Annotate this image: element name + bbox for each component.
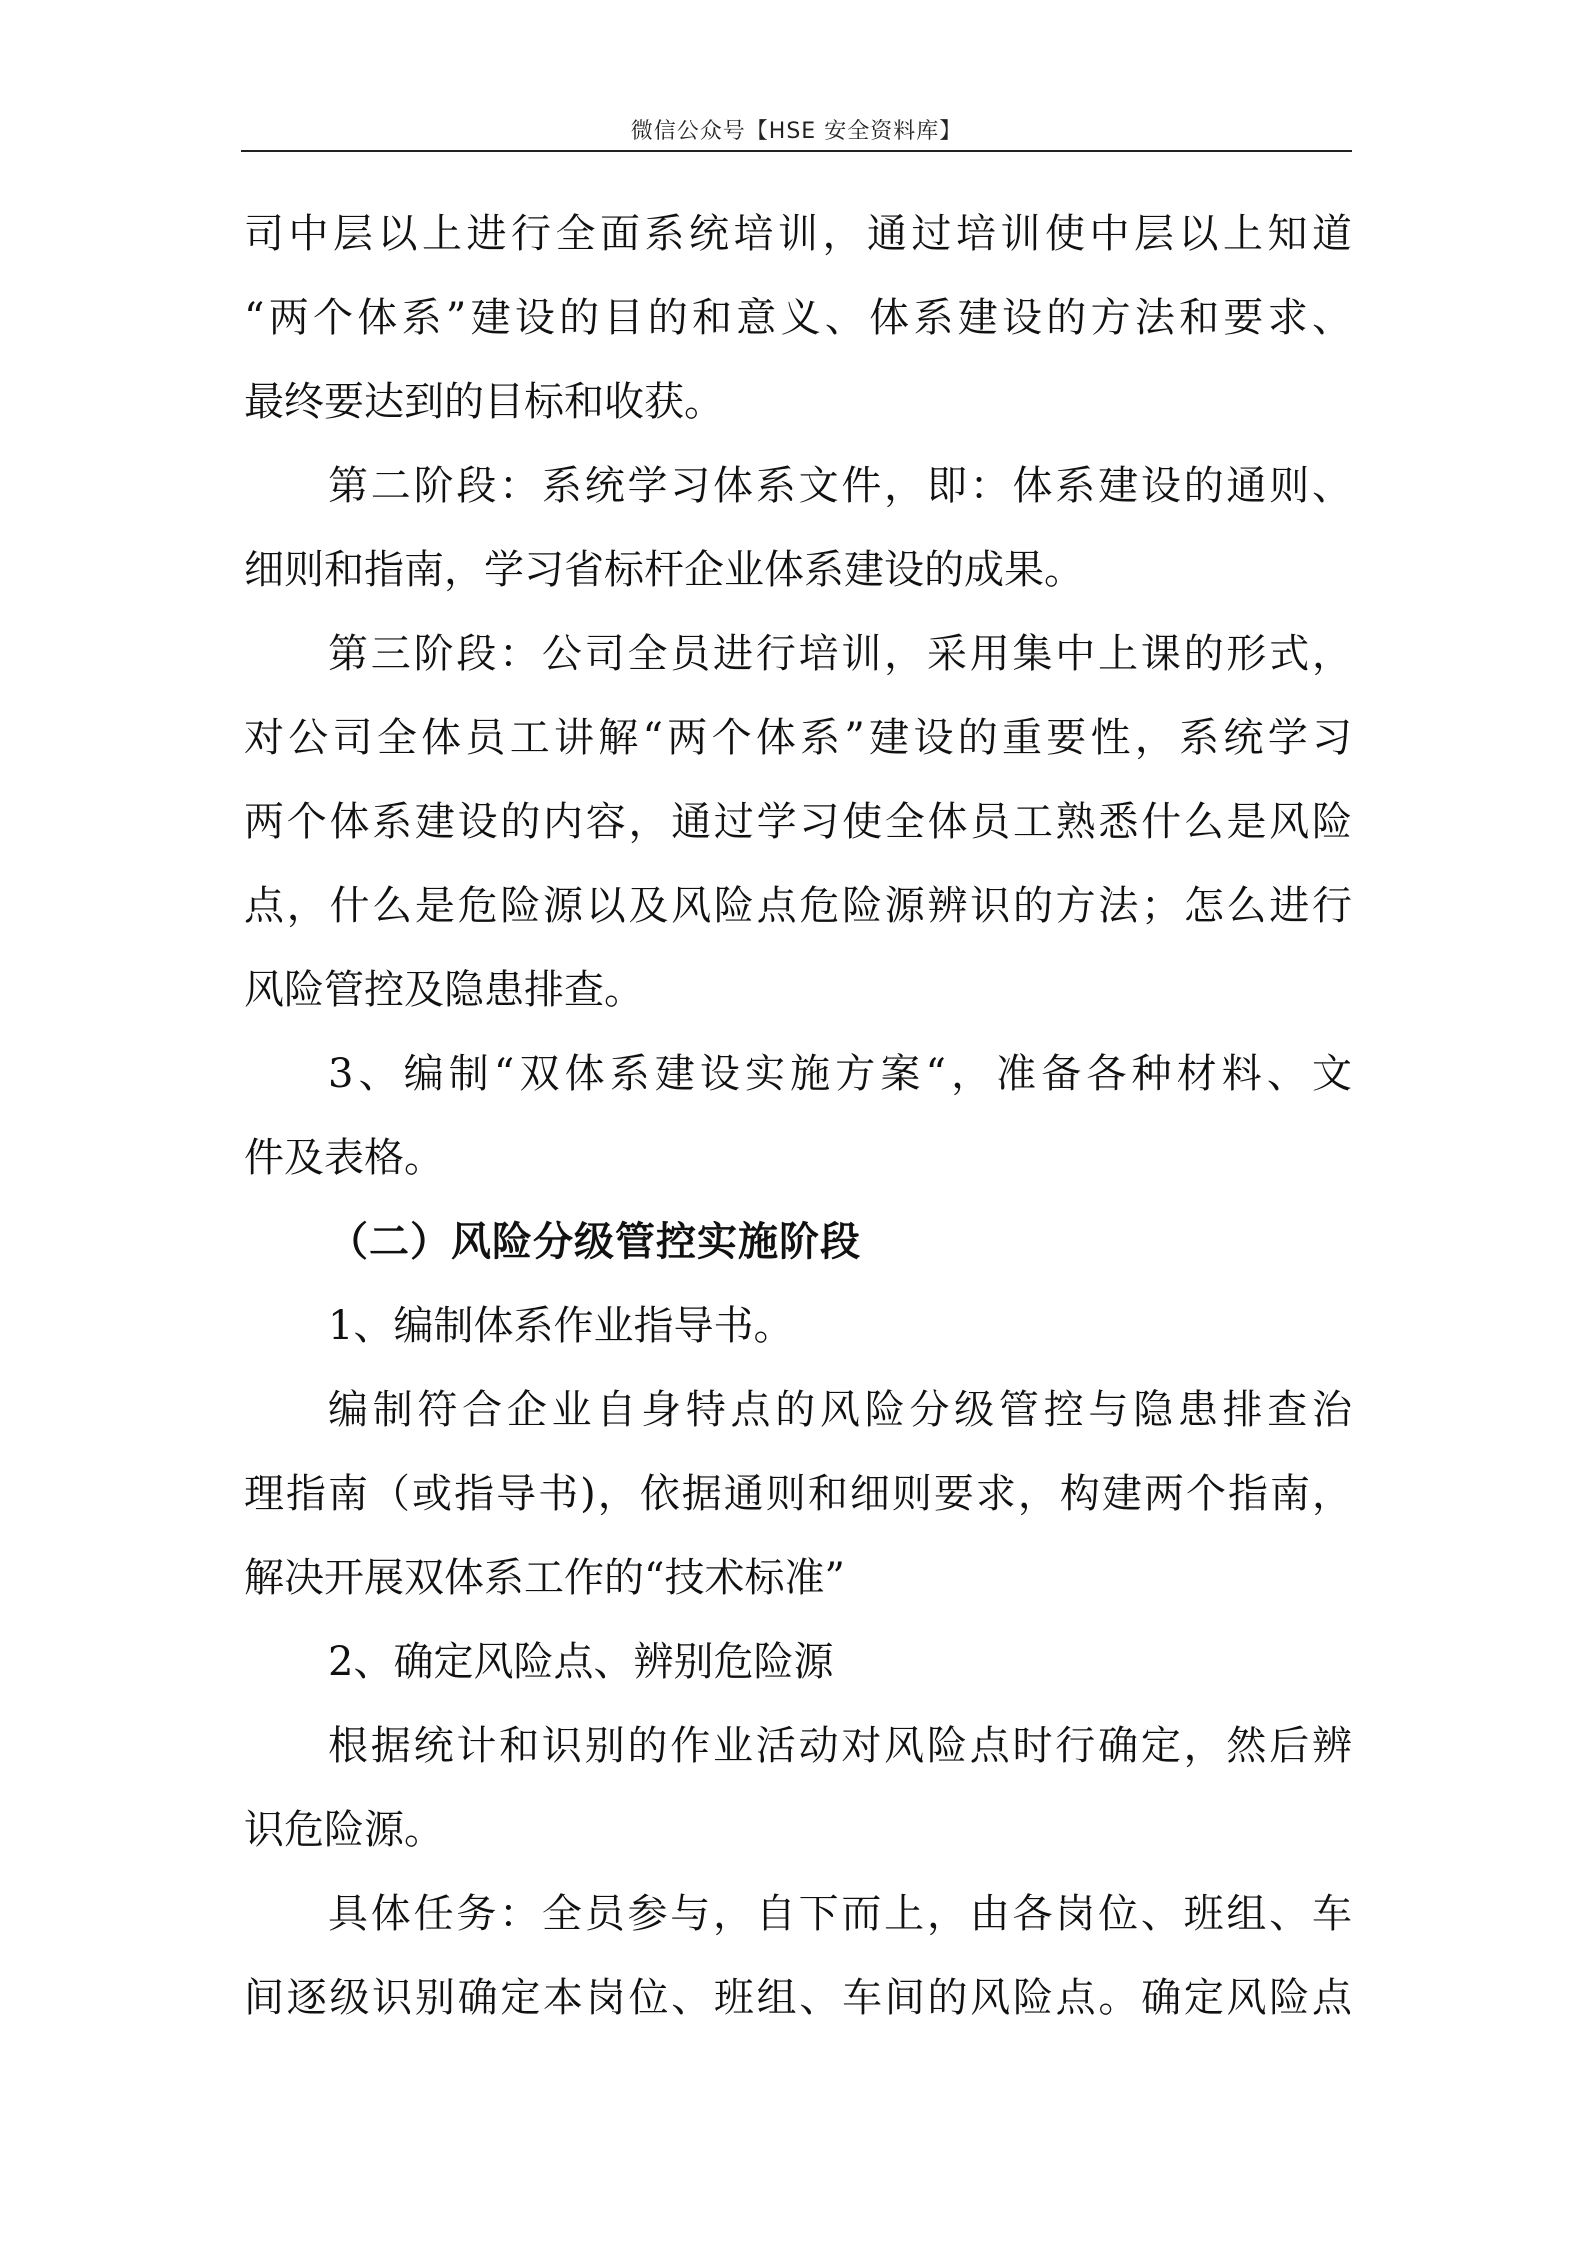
body-line: 第二阶段：系统学习体系文件，即：体系建设的通则、 bbox=[328, 463, 1352, 509]
body-line: 识危险源。 bbox=[244, 1807, 444, 1853]
body-line: 件及表格。 bbox=[244, 1135, 444, 1181]
body-line: 2、确定风险点、辨别危险源 bbox=[328, 1639, 834, 1685]
body-line: 两个体系建设的内容，通过学习使全体员工熟悉什么是风险 bbox=[244, 799, 1352, 845]
body-line: 理指南（或指导书)，依据通则和细则要求，构建两个指南， bbox=[244, 1471, 1352, 1517]
body-line: 点，什么是危险源以及风险点危险源辨识的方法；怎么进行 bbox=[244, 883, 1352, 929]
body-line: 3、编制“双体系建设实施方案“，准备各种材料、文 bbox=[328, 1051, 1352, 1097]
document-body bbox=[244, 192, 1352, 2040]
body-line: 司中层以上进行全面系统培训，通过培训使中层以上知道 bbox=[244, 211, 1352, 257]
body-line: “两个体系”建设的目的和意义、体系建设的方法和要求、 bbox=[244, 295, 1352, 341]
page-header: 微信公众号【HSE 安全资料库】 bbox=[630, 119, 963, 144]
body-line: 解决开展双体系工作的“技术标准” bbox=[244, 1555, 845, 1601]
header-divider bbox=[241, 150, 1352, 152]
body-line: 对公司全体员工讲解“两个体系”建设的重要性，系统学习 bbox=[244, 715, 1352, 761]
body-line: 间逐级识别确定本岗位、班组、车间的风险点。确定风险点 bbox=[244, 1975, 1352, 2021]
body-line: 编制符合企业自身特点的风险分级管控与隐患排查治 bbox=[328, 1387, 1352, 1433]
body-line: 具体任务：全员参与，自下而上，由各岗位、班组、车 bbox=[328, 1891, 1352, 1937]
body-line: 1、编制体系作业指导书。 bbox=[328, 1303, 794, 1349]
section-heading: （二）风险分级管控实施阶段 bbox=[328, 1218, 861, 1265]
body-line: 细则和指南，学习省标杆企业体系建设的成果。 bbox=[244, 547, 1084, 593]
body-line: 最终要达到的目标和收获。 bbox=[244, 379, 724, 425]
body-line: 根据统计和识别的作业活动对风险点时行确定，然后辨 bbox=[328, 1723, 1352, 1769]
body-line: 风险管控及隐患排查。 bbox=[244, 967, 644, 1013]
body-line: 第三阶段：公司全员进行培训，采用集中上课的形式， bbox=[328, 631, 1352, 677]
